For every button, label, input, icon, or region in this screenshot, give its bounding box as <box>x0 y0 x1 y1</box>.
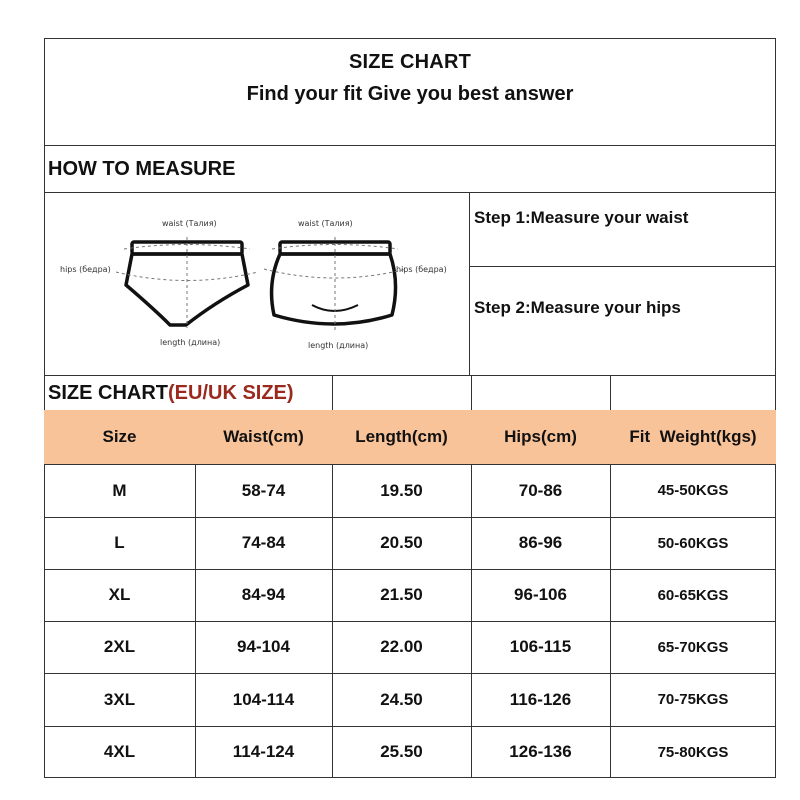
divider <box>469 192 470 375</box>
column-header-hips: Hips(cm) <box>504 427 577 446</box>
back-length-label: length (длина) <box>308 341 369 350</box>
table-cell-hips: 96-106 <box>514 585 567 604</box>
size-chart-heading-main: SIZE CHART <box>48 382 168 404</box>
table-cell-size: 2XL <box>103 637 136 656</box>
column-header-waist: Waist(cm) <box>223 427 304 446</box>
table-cell-waist: 94-104 <box>237 637 290 656</box>
table-cell-waist: 84-94 <box>241 585 286 604</box>
column-header-size: Size <box>102 427 137 446</box>
table-cell-waist: 114-124 <box>232 742 295 761</box>
table-cell-weight: 70-75KGS <box>657 691 729 708</box>
table-cell-hips: 116-126 <box>509 689 572 709</box>
table-cell-length: 20.50 <box>380 533 423 552</box>
size-chart-heading-accent: (EU/UK SIZE) <box>168 382 294 404</box>
divider <box>44 145 776 146</box>
table-cell-waist: 104-114 <box>232 689 295 709</box>
table-cell-size: XL <box>108 585 131 604</box>
front-length-label: length (длина) <box>160 338 221 347</box>
table-cell-hips: 70-86 <box>518 480 563 500</box>
how-to-measure-heading: HOW TO MEASURE <box>48 158 236 180</box>
front-waist-label: waist (Талия) <box>162 219 217 228</box>
step-2-text: Step 2:Measure your hips <box>474 298 681 317</box>
table-cell-weight: 60-65KGS <box>657 586 729 604</box>
measurement-diagram <box>44 193 469 375</box>
table-cell-hips: 86-96 <box>518 533 563 552</box>
table-cell-size: M <box>112 480 127 500</box>
table-cell-weight: 50-60KGS <box>657 534 729 552</box>
size-chart-document <box>44 38 776 778</box>
column-header-length: Length(cm) <box>355 427 448 446</box>
table-cell-length: 24.50 <box>380 689 423 709</box>
table-cell-weight: 65-70KGS <box>657 638 729 656</box>
table-cell-weight: 75-80KGS <box>657 743 729 761</box>
front-hips-label: hips (бедра) <box>60 265 111 274</box>
table-cell-length: 25.50 <box>380 742 423 761</box>
page-title: SIZE CHART <box>349 51 471 73</box>
table-cell-hips: 126-136 <box>509 742 572 761</box>
table-cell-length: 19.50 <box>380 480 423 500</box>
underwear-diagram-icon <box>44 193 469 375</box>
divider <box>469 266 776 267</box>
step-1-text: Step 1:Measure your waist <box>474 208 689 227</box>
column-header-weight: Fit Weight(kgs) <box>629 427 757 446</box>
table-cell-size: 4XL <box>103 742 136 761</box>
table-cell-length: 22.00 <box>380 637 423 656</box>
table-cell-size: 3XL <box>103 689 136 709</box>
table-cell-hips: 106-115 <box>509 637 572 656</box>
page-subtitle: Find your fit Give you best answer <box>246 83 574 105</box>
size-chart-heading <box>48 382 294 405</box>
table-cell-waist: 58-74 <box>241 480 286 500</box>
table-cell-weight: 45-50KGS <box>657 482 729 499</box>
table-cell-waist: 74-84 <box>241 533 286 552</box>
table-cell-length: 21.50 <box>380 585 423 604</box>
back-hips-label: hips (бедра) <box>396 265 447 274</box>
back-waist-label: waist (Талия) <box>298 219 353 228</box>
table-cell-size: L <box>114 533 125 552</box>
divider <box>44 375 776 376</box>
